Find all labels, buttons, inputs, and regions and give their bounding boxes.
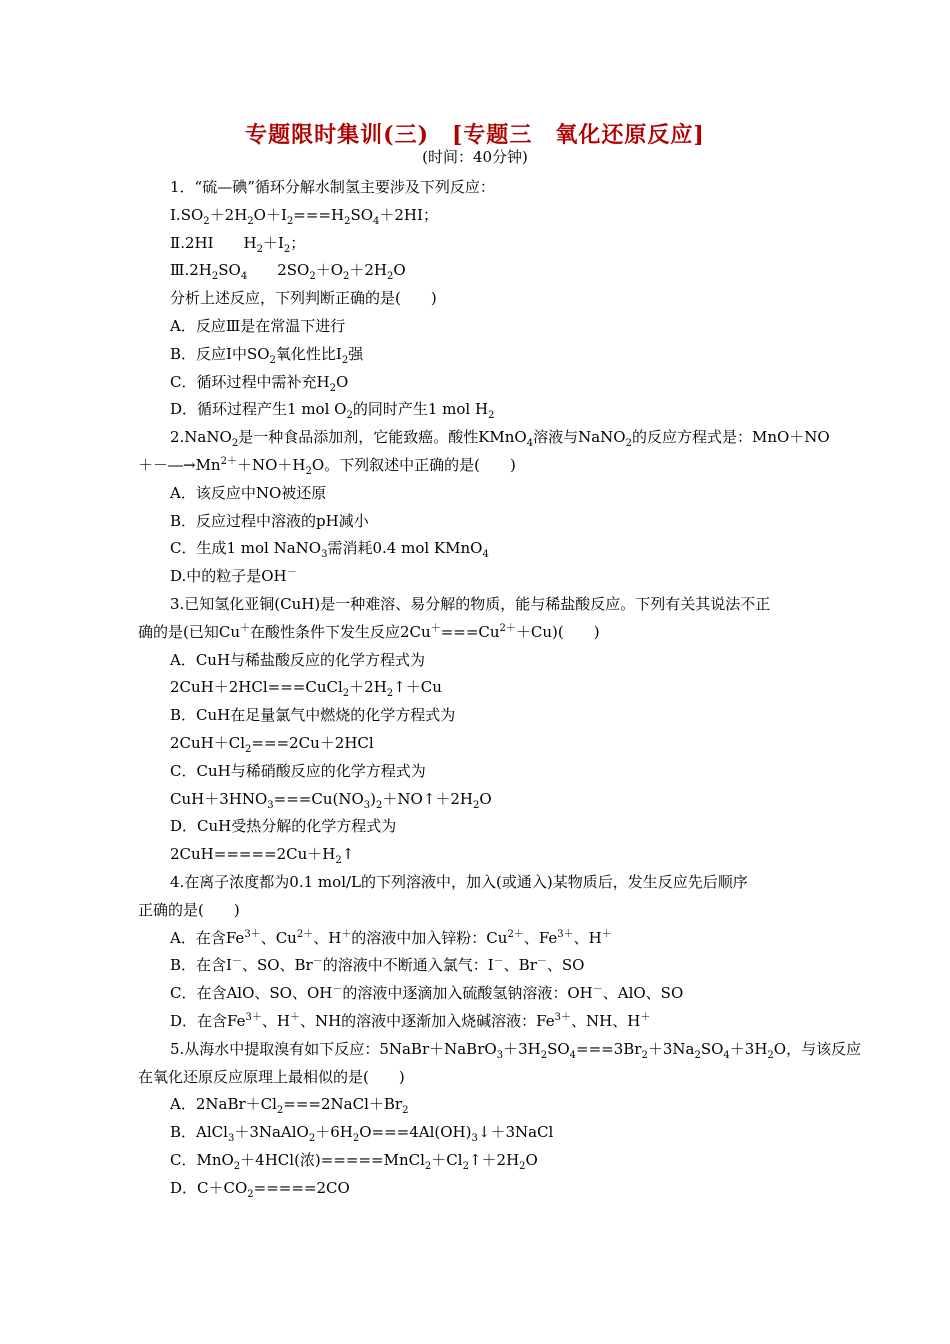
text-line: C．生成1 mol NaNO$_3$需消耗0.4 mol KMnO$_4$ <box>170 539 489 561</box>
text-line: 2.NaNO$_2$是一种食品添加剂，它能致癌。酸性KMnO$_4$溶液与NaNO$_2$的反应方程式是：MnO＋NO <box>170 428 830 450</box>
text-line: 5.从海水中提取溴有如下反应：$5NaBr+NaBrO_3+3H_2SO_4===3Br_2+3Na_2SO_4+3H_2O$，与该反应 <box>170 1039 862 1061</box>
text-line: D．CuH受热分解的化学方程式为 <box>170 817 397 836</box>
text-line: A．$2NaBr+Cl_2===2NaCl+Br_2$ <box>170 1095 409 1117</box>
text-line: 正确的是( ) <box>138 900 240 919</box>
text-line: A．CuH与稀盐酸反应的化学方程式为 <box>170 650 426 669</box>
text-line: $Ⅰ.SO_2+2H_2O+I_2===H_2SO_4+2HI$； <box>170 205 438 227</box>
text-line: C．CuH与稀硝酸反应的化学方程式为 <box>170 761 426 780</box>
text-line: C．MnO$_2$＋4HCl(浓)$=====MnCl_2+Cl_2↑+2H_2O$ <box>170 1150 538 1172</box>
text-line: A．在含$Fe^{3+}$、$Cu^{2+}$、H＋的溶液中加入锌粉：$Cu^{2+}$、$Fe^{3+}$、H＋ <box>170 928 612 947</box>
text-line: $2CuH+Cl_2===2Cu+2HCl$ <box>170 733 374 755</box>
text-line: $CuH+3HNO_3===Cu(NO_3)_2+NO↑+2H_2O$ <box>170 789 492 811</box>
text-line: $2CuH=====2Cu+H_2↑$ <box>170 845 355 867</box>
question-body <box>138 174 862 1202</box>
text-line: B．CuH在足量氯气中燃烧的化学方程式为 <box>170 706 456 725</box>
text-line: $2CuH+2HCl===CuCl_2+2H_2↑+Cu$ <box>170 678 442 700</box>
text-line: A．该反应中NO被还原 <box>170 483 327 502</box>
text-line: $Ⅲ.2H_2SO_4$ $2SO_2+O_2+2H_2O$ <box>170 261 406 283</box>
text-line: $+-―\to Mn^{2+}+NO+H_2O$。下列叙述中正确的是( ) <box>138 455 516 477</box>
text-line: Ⅱ.2HI $H_2+I_2$； <box>170 233 306 255</box>
text-line: D．循环过程产生1 mol $O_2$的同时产生1 mol $H_2$ <box>170 400 495 422</box>
text-line: 4.在离子浓度都为0.1 mol/L的下列溶液中，加入(或通入)某物质后，发生反应先后顺序 <box>170 872 748 891</box>
text-line: B．在含I－、SO、Br－的溶液中不断通入氯气：I－、Br－、SO <box>170 956 585 975</box>
time-limit: (时间：40分钟) <box>422 148 528 166</box>
text-line: B．反应过程中溶液的pH减小 <box>170 511 369 530</box>
text-line: 确的是(已知Cu＋在酸性条件下发生反应$2Cu^+===Cu^{2+}+Cu$)( ) <box>138 622 600 641</box>
page-title: 专题限时集训(三) [专题三 氧化还原反应] <box>245 122 705 148</box>
text-line: C．循环过程中需补充$H_2O$ <box>170 372 349 394</box>
text-line: B．反应Ⅰ中$SO_2$氧化性比$I_2$强 <box>170 344 364 366</box>
text-line: 分析上述反应，下列判断正确的是( ) <box>170 289 437 308</box>
text-line: D．在含$Fe^{3+}$、H＋、NH的溶液中逐渐加入烧碱溶液：$Fe^{3+}$、NH、H＋ <box>170 1011 651 1030</box>
text-line: 1．“硫—碘”循环分解水制氢主要涉及下列反应： <box>170 178 495 196</box>
text-line: B．$AlCl_3+3NaAlO_2+6H_2O===4Al(OH)_3↓+3NaCl$ <box>170 1123 554 1145</box>
text-line: D．$C+CO_2=====2CO$ <box>170 1178 350 1200</box>
text-line: A．反应Ⅲ是在常温下进行 <box>170 316 346 335</box>
text-line: 3.已知氢化亚铜(CuH)是一种难溶、易分解的物质，能与稀盐酸反应。下列有关其说法不正 <box>170 594 771 613</box>
text-line: C．在含AlO、SO、OH－的溶液中逐滴加入硫酸氢钠溶液：OH－、AlO、SO <box>170 984 684 1003</box>
text-line: D.中的粒子是OH－ <box>170 567 297 586</box>
text-line: 在氧化还原反应原理上最相似的是( ) <box>138 1067 405 1086</box>
